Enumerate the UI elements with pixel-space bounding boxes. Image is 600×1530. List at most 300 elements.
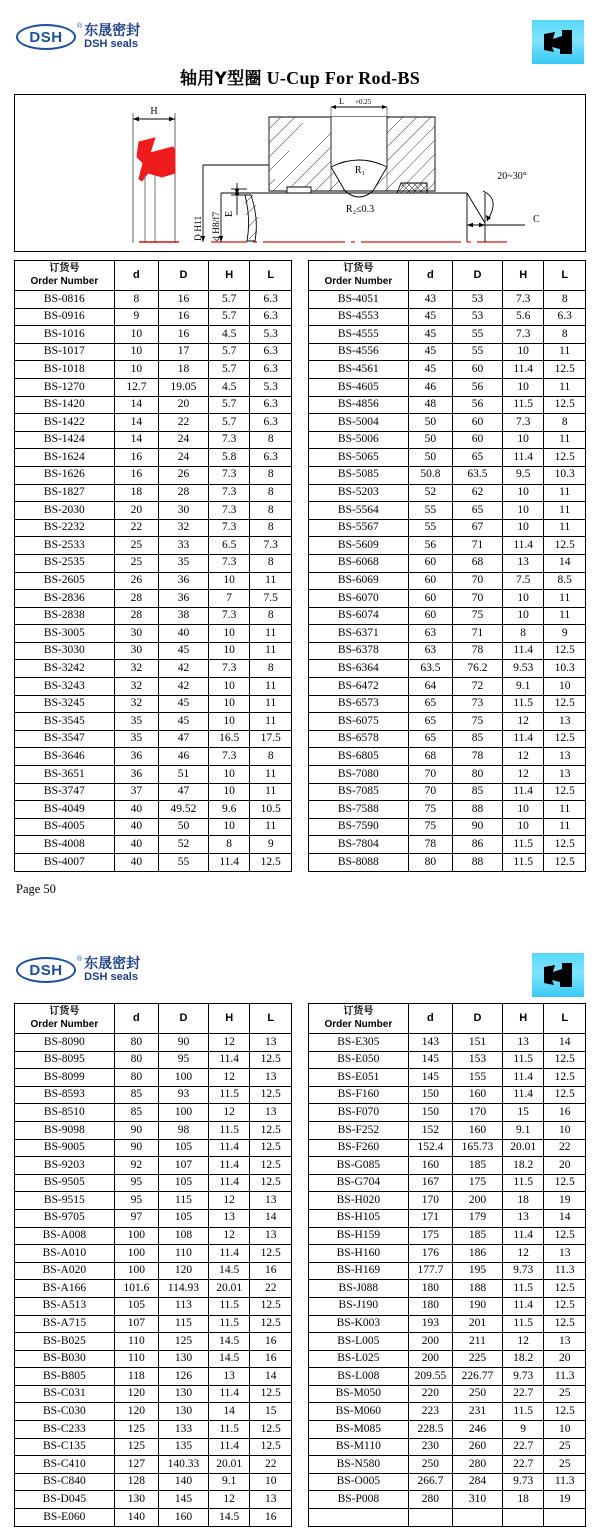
cell-dimension-D: 200	[453, 1192, 503, 1210]
cell-dimension-L: 12.5	[250, 1174, 292, 1192]
table-row	[309, 1456, 586, 1474]
cell-dimension-D: 95	[159, 1051, 209, 1069]
column-header-D: D	[453, 1004, 503, 1034]
cell-dimension-D: 260	[453, 1438, 503, 1456]
cell-dimension-D: 38	[159, 607, 209, 625]
table-row	[309, 836, 586, 854]
cell-dimension-d	[408, 1509, 452, 1527]
cell-dimension-L: 8	[250, 502, 292, 520]
cell-order-number: BS-0916	[15, 308, 115, 326]
cell-dimension-L: 16	[250, 1333, 292, 1351]
cell-dimension-H: 10	[502, 343, 544, 361]
table-row	[15, 554, 292, 572]
cell-order-number: BS-5065	[309, 449, 409, 467]
cell-dimension-L: 13	[250, 1192, 292, 1210]
table-row	[309, 1491, 586, 1509]
cell-dimension-d: 80	[114, 1034, 158, 1052]
cell-dimension-L: 8	[250, 431, 292, 449]
cell-order-number: BS-9098	[15, 1121, 115, 1139]
cell-dimension-L: 16	[544, 1104, 586, 1122]
spec-table-right-body	[309, 291, 586, 872]
cell-dimension-d: 14	[114, 414, 158, 432]
cell-dimension-L: 8	[250, 748, 292, 766]
cell-order-number: BS-7588	[309, 801, 409, 819]
cell-dimension-L: 10	[544, 1421, 586, 1439]
cell-dimension-d: 40	[114, 854, 158, 872]
cell-dimension-d: 12.7	[114, 378, 158, 396]
cell-dimension-d: 118	[114, 1368, 158, 1386]
cell-dimension-H: 14.5	[208, 1509, 250, 1527]
cell-dimension-D: 62	[453, 484, 503, 502]
table-row	[309, 1051, 586, 1069]
u-cup-seal-profile-icon	[532, 20, 584, 64]
table-row	[309, 449, 586, 467]
cell-dimension-D: 125	[159, 1333, 209, 1351]
cell-dimension-L: 12.5	[250, 854, 292, 872]
cell-order-number: BS-9005	[15, 1139, 115, 1157]
column-header-L: L	[250, 261, 292, 291]
table-row	[309, 713, 586, 731]
cell-dimension-L: 16	[250, 1350, 292, 1368]
cell-dimension-d: 80	[114, 1069, 158, 1087]
cell-dimension-L: 11	[544, 431, 586, 449]
cell-dimension-D: 85	[453, 730, 503, 748]
cell-dimension-D: 114.93	[159, 1280, 209, 1298]
cell-dimension-H: 7.3	[208, 554, 250, 572]
cell-order-number: BS-7080	[309, 766, 409, 784]
table-row	[309, 1209, 586, 1227]
cell-dimension-d: 64	[408, 678, 452, 696]
cell-dimension-d: 130	[114, 1491, 158, 1509]
table-row	[309, 1333, 586, 1351]
cell-dimension-H: 9.1	[208, 1473, 250, 1491]
cell-dimension-d: 65	[408, 730, 452, 748]
cell-dimension-L: 12.5	[544, 695, 586, 713]
cell-dimension-H: 18.2	[502, 1350, 544, 1368]
cell-order-number: BS-2605	[15, 572, 115, 590]
cell-dimension-d: 37	[114, 783, 158, 801]
table-row	[15, 1350, 292, 1368]
table-row	[309, 660, 586, 678]
cell-dimension-L: 20	[544, 1157, 586, 1175]
dimension-label-R1: R₁	[354, 165, 366, 176]
cell-dimension-L: 10.3	[544, 466, 586, 484]
cell-dimension-H: 10	[502, 607, 544, 625]
cell-dimension-H: 9.1	[502, 1121, 544, 1139]
cell-dimension-D: 130	[159, 1385, 209, 1403]
table-row	[15, 678, 292, 696]
cell-dimension-L: 8	[250, 519, 292, 537]
spec-table-right-wrapper	[308, 1003, 586, 1527]
cell-order-number: BS-F260	[309, 1139, 409, 1157]
cell-dimension-H: 16.5	[208, 730, 250, 748]
cell-dimension-D: 40	[159, 625, 209, 643]
table-row	[15, 1139, 292, 1157]
cell-dimension-H: 12	[208, 1192, 250, 1210]
cell-dimension-H: 10	[208, 695, 250, 713]
cell-dimension-L: 6.3	[250, 449, 292, 467]
table-row	[15, 484, 292, 502]
cell-dimension-L: 12.5	[250, 1438, 292, 1456]
cell-dimension-L: 22	[250, 1280, 292, 1298]
cell-dimension-H: 9.53	[502, 660, 544, 678]
cell-order-number: BS-6364	[309, 660, 409, 678]
column-header-H: H	[208, 261, 250, 291]
catalog-page-51	[0, 933, 600, 1530]
cell-dimension-L: 11	[250, 625, 292, 643]
cell-order-number: BS-3646	[15, 748, 115, 766]
cell-dimension-d: 230	[408, 1438, 452, 1456]
table-row	[15, 1491, 292, 1509]
cell-dimension-H: 14	[208, 1403, 250, 1421]
table-row	[309, 1350, 586, 1368]
cell-dimension-D: 50	[159, 818, 209, 836]
cell-order-number: BS-M050	[309, 1385, 409, 1403]
cell-dimension-H: 11.5	[502, 1403, 544, 1421]
cell-order-number: BS-1422	[15, 414, 115, 432]
spec-table-right	[308, 260, 586, 872]
cell-dimension-H: 11.5	[502, 1315, 544, 1333]
cell-dimension-D: 160	[159, 1509, 209, 1527]
cell-dimension-L: 7.5	[250, 590, 292, 608]
cell-order-number: BS-E060	[15, 1509, 115, 1527]
table-row	[309, 361, 586, 379]
table-row	[309, 1262, 586, 1280]
cell-dimension-D: 55	[453, 326, 503, 344]
cell-dimension-L: 12.5	[544, 783, 586, 801]
cell-dimension-H: 11.5	[208, 1315, 250, 1333]
cell-dimension-D: 52	[159, 836, 209, 854]
cell-dimension-H: 4.5	[208, 326, 250, 344]
column-header-H: H	[502, 261, 544, 291]
dimension-label-angle: 20~30°	[497, 171, 527, 182]
table-row	[309, 502, 586, 520]
cell-dimension-D: 90	[159, 1034, 209, 1052]
cell-dimension-d: 32	[114, 678, 158, 696]
brand-name-cn: 东晟密封	[84, 23, 141, 39]
cell-dimension-d: 80	[114, 1051, 158, 1069]
cell-dimension-H: 14.5	[208, 1262, 250, 1280]
cell-dimension-d: 10	[114, 326, 158, 344]
cell-order-number: BS-1827	[15, 484, 115, 502]
table-row	[15, 1438, 292, 1456]
cell-dimension-D: 126	[159, 1368, 209, 1386]
cell-dimension-L: 16	[250, 1509, 292, 1527]
cell-dimension-H: 7.3	[502, 326, 544, 344]
table-row	[15, 1262, 292, 1280]
table-row	[15, 572, 292, 590]
table-row	[15, 730, 292, 748]
cell-dimension-L: 8	[250, 484, 292, 502]
cell-dimension-H: 11.4	[502, 1297, 544, 1315]
cell-dimension-L: 9	[250, 836, 292, 854]
cell-order-number: BS-3547	[15, 730, 115, 748]
cell-dimension-H: 7.3	[502, 291, 544, 309]
table-row	[309, 537, 586, 555]
cell-dimension-D: 280	[453, 1456, 503, 1474]
table-row	[15, 537, 292, 555]
cell-order-number: BS-C233	[15, 1421, 115, 1439]
cell-dimension-D: 90	[453, 818, 503, 836]
cell-dimension-D: 63.5	[453, 466, 503, 484]
cell-order-number: BS-4049	[15, 801, 115, 819]
table-row	[309, 1297, 586, 1315]
cell-order-number: BS-4856	[309, 396, 409, 414]
cell-dimension-D: 179	[453, 1209, 503, 1227]
cell-dimension-H: 10	[208, 713, 250, 731]
cell-dimension-d: 143	[408, 1034, 452, 1052]
cell-order-number: BS-C030	[15, 1403, 115, 1421]
cell-dimension-L: 11	[544, 502, 586, 520]
spec-table-left	[14, 1003, 292, 1527]
cell-dimension-D: 100	[159, 1104, 209, 1122]
cell-dimension-D: 26	[159, 466, 209, 484]
brand-name-cn: 东晟密封	[84, 956, 141, 972]
cell-dimension-D: 188	[453, 1280, 503, 1298]
cell-dimension-d: 125	[114, 1421, 158, 1439]
cell-dimension-H: 10	[502, 818, 544, 836]
dimension-label-D: D H11	[194, 215, 204, 241]
cell-dimension-L: 25	[544, 1438, 586, 1456]
cell-dimension-H: 18	[502, 1192, 544, 1210]
cell-dimension-L: 11	[250, 572, 292, 590]
cell-dimension-L: 13	[250, 1104, 292, 1122]
cell-dimension-D: 24	[159, 431, 209, 449]
cell-dimension-L: 6.3	[250, 343, 292, 361]
cell-dimension-d: 65	[408, 713, 452, 731]
cell-dimension-H: 7.3	[502, 414, 544, 432]
cell-dimension-D: 42	[159, 660, 209, 678]
cell-dimension-L: 12.5	[250, 1157, 292, 1175]
spec-tables-page-51	[0, 995, 600, 1527]
cell-dimension-H: 12	[502, 1245, 544, 1263]
cell-dimension-D: 65	[453, 502, 503, 520]
cell-dimension-D: 165.73	[453, 1139, 503, 1157]
cell-dimension-H: 10	[502, 590, 544, 608]
cell-dimension-H: 8	[208, 836, 250, 854]
cell-dimension-L: 12.5	[544, 836, 586, 854]
cell-dimension-H: 9.73	[502, 1368, 544, 1386]
cell-dimension-d: 200	[408, 1333, 452, 1351]
cell-dimension-d: 26	[114, 572, 158, 590]
cell-dimension-H: 10	[502, 801, 544, 819]
cell-dimension-H: 7.3	[208, 466, 250, 484]
cell-dimension-L: 12.5	[250, 1315, 292, 1333]
cell-dimension-d: 50	[408, 414, 452, 432]
cell-dimension-H: 11.5	[502, 695, 544, 713]
cell-dimension-H: 11.5	[208, 1086, 250, 1104]
cell-order-number: BS-8090	[15, 1034, 115, 1052]
cell-dimension-D: 153	[453, 1051, 503, 1069]
cell-dimension-H: 11.4	[502, 361, 544, 379]
cell-order-number: BS-C410	[15, 1456, 115, 1474]
cell-dimension-d: 90	[114, 1139, 158, 1157]
cell-dimension-H: 11.4	[502, 537, 544, 555]
cell-order-number: BS-3545	[15, 713, 115, 731]
cell-dimension-d: 180	[408, 1297, 452, 1315]
cell-dimension-H: 11.4	[208, 1245, 250, 1263]
cell-dimension-H: 11.5	[502, 854, 544, 872]
cell-dimension-L: 12.5	[544, 449, 586, 467]
cell-dimension-L: 12.5	[544, 396, 586, 414]
cell-dimension-d: 223	[408, 1403, 452, 1421]
cell-dimension-H: 11.5	[502, 836, 544, 854]
cell-dimension-H: 11.5	[502, 396, 544, 414]
table-row	[15, 1509, 292, 1527]
cell-dimension-H: 12	[208, 1034, 250, 1052]
cell-dimension-d: 180	[408, 1280, 452, 1298]
cell-dimension-d: 85	[114, 1086, 158, 1104]
table-row	[15, 854, 292, 872]
cell-dimension-D: 53	[453, 308, 503, 326]
cell-order-number: BS-3242	[15, 660, 115, 678]
cell-dimension-H: 10	[208, 642, 250, 660]
dimension-label-L-tolerance: +0.25	[355, 98, 372, 106]
cell-dimension-d: 100	[114, 1227, 158, 1245]
cell-dimension-d: 48	[408, 396, 452, 414]
cell-order-number: BS-A010	[15, 1245, 115, 1263]
table-row	[309, 1121, 586, 1139]
cell-dimension-D: 71	[453, 625, 503, 643]
table-row	[309, 1315, 586, 1333]
table-row	[309, 766, 586, 784]
cell-order-number: BS-H169	[309, 1262, 409, 1280]
cell-dimension-d: 35	[114, 730, 158, 748]
cell-dimension-L: 12.5	[544, 1280, 586, 1298]
cell-dimension-D: 246	[453, 1421, 503, 1439]
cell-dimension-d: 152.4	[408, 1139, 452, 1157]
table-row	[309, 326, 586, 344]
cell-dimension-D: 30	[159, 502, 209, 520]
cell-dimension-H: 5.8	[208, 449, 250, 467]
table-row	[15, 1385, 292, 1403]
cell-order-number: BS-5085	[309, 466, 409, 484]
cell-dimension-H: 11.4	[502, 783, 544, 801]
table-row	[309, 414, 586, 432]
cell-dimension-L: 13	[544, 748, 586, 766]
table-header-row	[15, 261, 292, 291]
cell-dimension-H: 11.4	[208, 854, 250, 872]
cell-dimension-D: 140.33	[159, 1456, 209, 1474]
column-header-H: H	[502, 1004, 544, 1034]
table-row	[309, 1368, 586, 1386]
cell-dimension-d: 127	[114, 1456, 158, 1474]
cell-dimension-d: 92	[114, 1157, 158, 1175]
table-row	[15, 1473, 292, 1491]
cell-dimension-d: 152	[408, 1121, 452, 1139]
cell-dimension-d: 145	[408, 1069, 452, 1087]
cell-order-number: BS-2533	[15, 537, 115, 555]
table-row	[15, 1209, 292, 1227]
cell-dimension-H: 12	[502, 766, 544, 784]
cell-dimension-D: 47	[159, 783, 209, 801]
cell-order-number: BS-1420	[15, 396, 115, 414]
page-title-cn: 轴用Y型圈	[179, 69, 262, 89]
table-row	[15, 502, 292, 520]
cell-dimension-H: 5.7	[208, 291, 250, 309]
cell-dimension-d: 10	[114, 343, 158, 361]
cell-order-number: BS-M085	[309, 1421, 409, 1439]
table-row	[309, 854, 586, 872]
cell-dimension-L: 11	[544, 484, 586, 502]
cell-dimension-L: 6.3	[250, 291, 292, 309]
cell-dimension-D: 113	[159, 1297, 209, 1315]
cell-dimension-H: 5.7	[208, 308, 250, 326]
cell-dimension-L: 19	[544, 1192, 586, 1210]
cell-dimension-d: 14	[114, 396, 158, 414]
column-header-order-number-cn: 订货号	[49, 1006, 80, 1017]
cell-dimension-L: 10.3	[544, 660, 586, 678]
cell-dimension-D: 88	[453, 801, 503, 819]
cell-dimension-L: 8	[544, 326, 586, 344]
cell-dimension-d: 97	[114, 1209, 158, 1227]
cell-dimension-L: 6.3	[544, 308, 586, 326]
cell-dimension-D: 18	[159, 361, 209, 379]
cell-dimension-D: 35	[159, 554, 209, 572]
cell-dimension-L: 12.5	[250, 1086, 292, 1104]
cell-dimension-D: 78	[453, 642, 503, 660]
cell-dimension-L: 12.5	[250, 1245, 292, 1263]
table-row	[309, 783, 586, 801]
table-row	[15, 801, 292, 819]
cell-order-number: BS-5609	[309, 537, 409, 555]
cell-dimension-L: 12.5	[544, 854, 586, 872]
cell-dimension-d: 63.5	[408, 660, 452, 678]
cell-dimension-H: 6.5	[208, 537, 250, 555]
cell-dimension-d: 55	[408, 502, 452, 520]
cell-dimension-L: 12.5	[544, 537, 586, 555]
cell-dimension-D: 65	[453, 449, 503, 467]
cell-dimension-L: 13	[250, 1034, 292, 1052]
cell-dimension-d: 228.5	[408, 1421, 452, 1439]
table-row	[15, 1456, 292, 1474]
cell-order-number: BS-5006	[309, 431, 409, 449]
cell-order-number: BS-5203	[309, 484, 409, 502]
cell-dimension-H: 11.4	[208, 1051, 250, 1069]
table-row	[15, 361, 292, 379]
cell-dimension-H: 11.4	[208, 1157, 250, 1175]
cell-dimension-D: 108	[159, 1227, 209, 1245]
cell-dimension-L: 25	[544, 1456, 586, 1474]
cell-order-number: BS-8510	[15, 1104, 115, 1122]
cell-dimension-d: 63	[408, 625, 452, 643]
cell-dimension-D: 135	[159, 1438, 209, 1456]
registered-trademark-icon: ®	[77, 956, 83, 963]
cell-order-number: BS-6074	[309, 607, 409, 625]
column-header-order-number-en: Order Number	[324, 1018, 393, 1030]
table-row	[309, 1509, 586, 1527]
cell-dimension-L: 8	[250, 466, 292, 484]
cell-dimension-L: 22	[250, 1456, 292, 1474]
cell-dimension-D: 28	[159, 484, 209, 502]
dimension-label-R2: R₂≤0.3	[345, 204, 375, 215]
column-header-order-number	[309, 1004, 409, 1034]
cell-dimension-d: 45	[408, 326, 452, 344]
cell-dimension-L: 12.5	[544, 1174, 586, 1192]
cell-order-number: BS-9515	[15, 1192, 115, 1210]
cell-dimension-d: 110	[114, 1333, 158, 1351]
table-row	[15, 1403, 292, 1421]
table-row	[309, 1245, 586, 1263]
cell-dimension-H: 10	[502, 519, 544, 537]
cell-dimension-d: 100	[114, 1245, 158, 1263]
cell-order-number: BS-9505	[15, 1174, 115, 1192]
cell-dimension-L: 12.5	[544, 730, 586, 748]
table-row	[15, 1368, 292, 1386]
cell-dimension-d: 25	[114, 537, 158, 555]
cell-order-number: BS-8099	[15, 1069, 115, 1087]
cell-dimension-D: 78	[453, 748, 503, 766]
